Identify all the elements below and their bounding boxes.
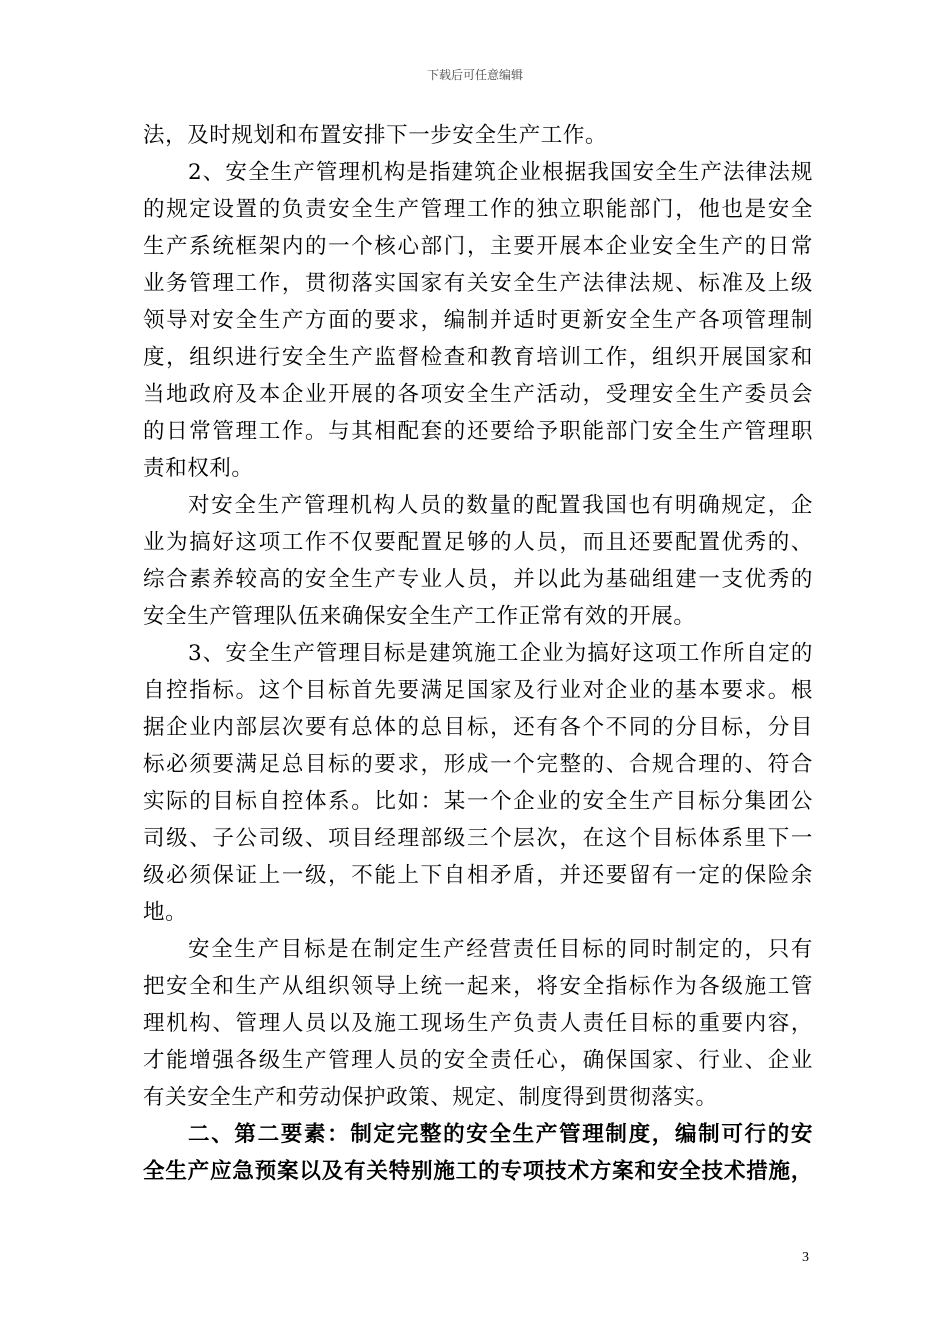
paragraph-line: 才能增强各级生产管理人员的安全责任心，确保国家、行业、企业 [143, 1048, 813, 1073]
paragraph-line: 的日常管理工作。与其相配套的还要给予职能部门安全生产管理职 [143, 419, 813, 444]
section-heading-line: 全生产应急预案以及有关特别施工的专项技术方案和安全技术措施， [143, 1159, 813, 1184]
paragraph-line: 把安全和生产从组织领导上统一起来，将安全指标作为各级施工管 [143, 974, 813, 999]
paragraph-line: 司级、子公司级、项目经理部级三个层次，在这个目标体系里下一 [143, 826, 813, 851]
paragraph-line: 安全生产目标是在制定生产经营责任目标的同时制定的，只有 [188, 937, 813, 962]
document-body [143, 117, 813, 1190]
paragraph-line: 生产系统框架内的一个核心部门，主要开展本企业安全生产的日常 [143, 234, 813, 259]
paragraph-line: 综合素养较高的安全生产专业人员，并以此为基础组建一支优秀的 [143, 567, 813, 592]
paragraph-line: 级必须保证上一级，不能上下自相矛盾，并还要留有一定的保险余 [143, 863, 813, 888]
paragraph-line: 业务管理工作，贯彻落实国家有关安全生产法律法规、标准及上级 [143, 271, 813, 296]
paragraph-line: 安全生产管理队伍来确保安全生产工作正常有效的开展。 [143, 604, 696, 629]
paragraph-line: 3、安全生产管理目标是建筑施工企业为搞好这项工作所自定的 [188, 641, 813, 666]
page-header: 下载后可任意编辑 [426, 68, 523, 82]
paragraph-line: 自控指标。这个目标首先要满足国家及行业对企业的基本要求。根 [143, 678, 813, 703]
paragraph-line: 度，组织进行安全生产监督检查和教育培训工作，组织开展国家和 [143, 345, 813, 370]
paragraph-line: 理机构、管理人员以及施工现场生产负责人责任目标的重要内容， [143, 1011, 813, 1036]
paragraph-line: 法，及时规划和布置安排下一步安全生产工作。 [143, 123, 608, 148]
section-heading-line: 二、第二要素：制定完整的安全生产管理制度，编制可行的安 [188, 1122, 813, 1147]
paragraph-line: 领导对安全生产方面的要求，编制并适时更新安全生产各项管理制 [143, 308, 813, 333]
paragraph-line: 地。 [143, 900, 188, 925]
paragraph-line: 当地政府及本企业开展的各项安全生产活动，受理安全生产委员会 [143, 382, 813, 407]
paragraph-line: 2、安全生产管理机构是指建筑企业根据我国安全生产法律法规 [188, 160, 813, 185]
paragraph-line: 对安全生产管理机构人员的数量的配置我国也有明确规定，企 [188, 493, 813, 518]
page-number: 3 [802, 1250, 809, 1265]
paragraph-line: 实际的目标自控体系。比如：某一个企业的安全生产目标分集团公 [143, 789, 813, 814]
paragraph-line: 责和权利。 [143, 456, 254, 481]
paragraph-line: 有关安全生产和劳动保护政策、规定、制度得到贯彻落实。 [143, 1085, 718, 1110]
paragraph-line: 据企业内部层次要有总体的总目标，还有各个不同的分目标，分目 [143, 715, 813, 740]
paragraph-line: 标必须要满足总目标的要求，形成一个完整的、合规合理的、符合 [143, 752, 813, 777]
paragraph-line: 业为搞好这项工作不仅要配置足够的人员，而且还要配置优秀的、 [143, 530, 813, 555]
paragraph-line: 的规定设置的负责安全生产管理工作的独立职能部门，他也是安全 [143, 197, 813, 222]
